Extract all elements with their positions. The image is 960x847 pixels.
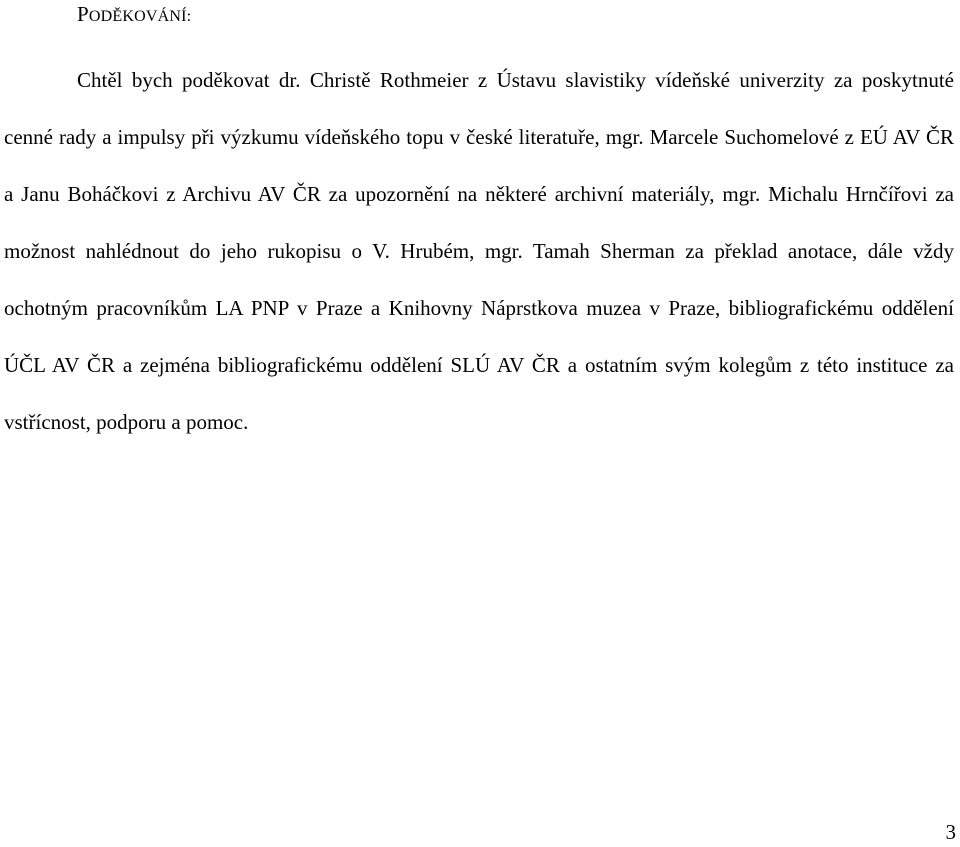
acknowledgement-paragraph: Chtěl bych poděkovat dr. Christě Rothmeier z Ústavu slavistiky vídeňské univerzity za poskytnuté cenné rady a impulsy při výzkumu vídeňského topu v české literatuře, mgr. Marcele Suchomelové z EÚ AV ČR a Janu Boháčkovi z Archivu AV ČR za upozornění na některé archivní materiály, mgr. Michalu Hrnčířovi za možnost nahlédnout do jeho rukopisu o V. Hrubém, mgr. Tamah Sherman za překlad anotace, dále vždy ochotným pracovníkům LA PNP v Praze a Knihovny Náprstkova muzea v Praze, bibliografickému oddělení ÚČL AV ČR a zejména bibliografickému oddělení SLÚ AV ČR a ostatním svým kolegům z této instituce za vstřícnost, podporu a pomoc. — [4, 68, 954, 434]
section-heading: PODĚKOVÁNÍ: — [77, 2, 192, 26]
page-number: 3 — [945, 820, 956, 844]
